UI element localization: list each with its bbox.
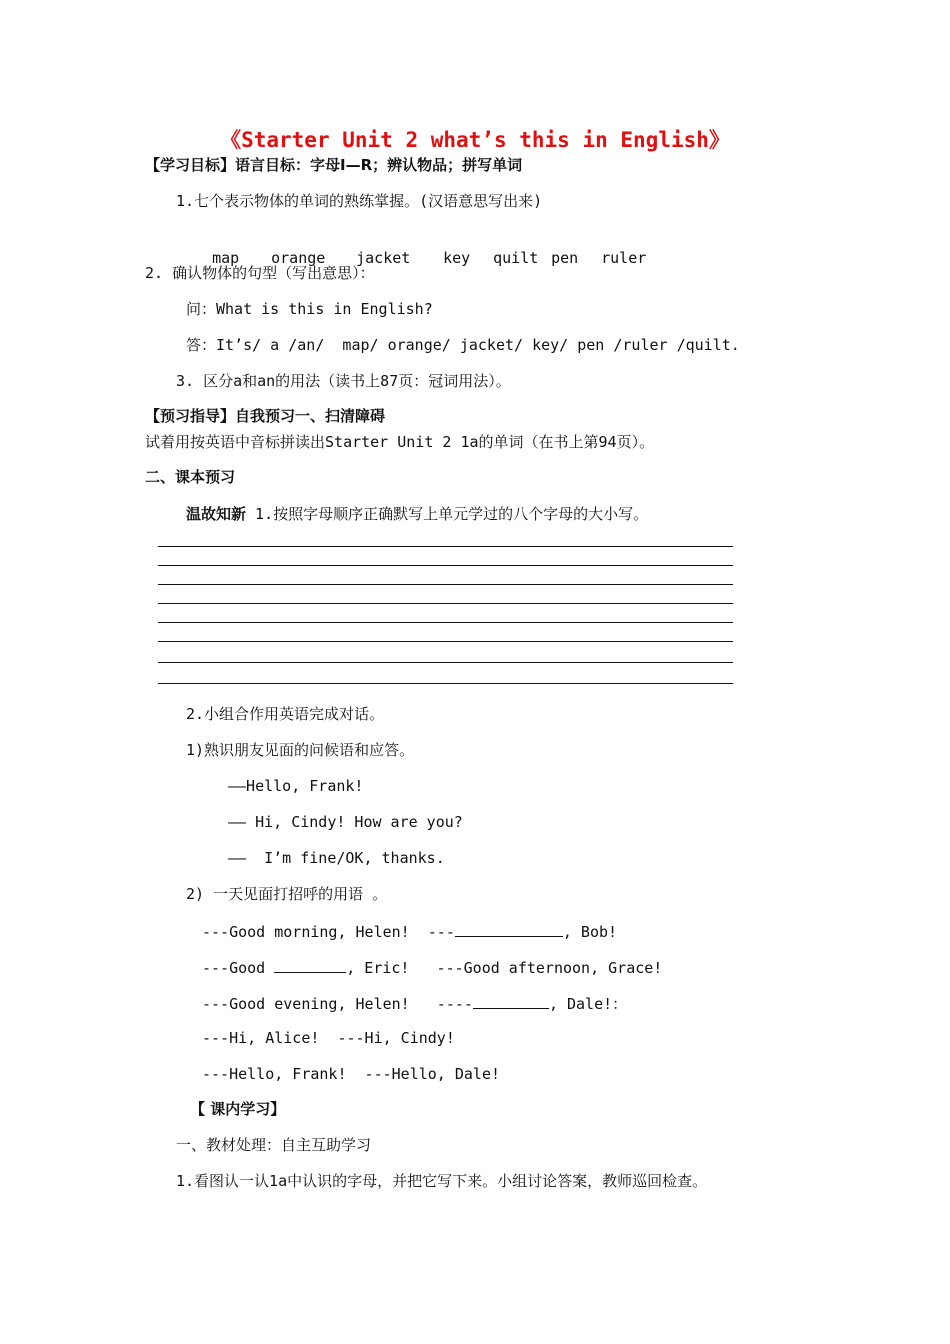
greeting-line [202,956,662,978]
subtask-2: 2) 一天见面打招呼的用语 。 [186,885,388,903]
dialog-line: ——Hello, Frank! [228,777,364,795]
in-class-section-1: 一、教材处理：自主互助学习 [176,1136,372,1154]
greeting-text: , Bob! [562,923,618,941]
review-label: 温故知新 [186,505,247,523]
greeting-text: , Eric! ---Good afternoon, Grace! [346,959,663,977]
dialog-line: —— Hi, Cindy! How are you? [228,813,463,831]
writing-line[interactable] [158,603,733,604]
greeting-text: ---Good [202,959,275,977]
answer-blank[interactable] [455,920,563,937]
greeting-line: ---Hello, Frank! ---Hello, Dale! [202,1065,501,1083]
writing-line[interactable] [158,584,733,585]
review-task [186,504,648,524]
writing-line[interactable] [158,622,733,623]
vocab-word: jacket [356,249,411,267]
greeting-text: , Dale!： [548,995,628,1013]
greeting-text: ---Good morning, Helen! --- [202,923,455,941]
subtask-1: 1)熟识朋友见面的问候语和应答。 [186,741,415,759]
vocab-word: map [212,249,240,267]
greeting-line [202,992,627,1014]
dialog-line: —— I’m fine/OK, thanks. [228,849,445,867]
vocab-word: pen [551,249,579,267]
vocab-word: quilt [493,249,539,267]
writing-line[interactable] [158,641,733,642]
document-title: 《Starter Unit 2 what’s this in English》 [220,128,730,152]
in-class-heading: 【 课内学习】 [190,1100,286,1118]
goal-item-1: 1.七个表示物体的单词的熟练掌握。(汉语意思写出来) [176,192,543,210]
greeting-line [202,920,617,942]
in-class-item-1: 1.看图认一认1a中认识的字母，并把它写下来。小组讨论答案，教师巡回检查。 [176,1172,708,1190]
goal-item-2: 2. 确认物体的句型（写出意思）： [145,264,375,282]
textbook-preview-heading: 二、课本预习 [145,468,236,486]
learning-goals-heading: 【学习目标】语言目标：字母I—R；辨认物品；拼写单词 [145,156,523,174]
writing-line[interactable] [158,565,733,566]
vocab-word: key [443,249,471,267]
answer-blank[interactable] [473,992,549,1009]
preview-instruction: 试着用按英语中音标拼读出Starter Unit 2 1a的单词（在书上第94页）。 [145,433,655,451]
sentence-answer: 答：It’s/ a /an/ map/ orange/ jacket/ key/ pen /ruler /quilt. [186,336,740,354]
goal-item-3: 3. 区分a和an的用法（读书上87页：冠词用法）。 [176,372,511,390]
vocab-word: orange [271,249,326,267]
greeting-line: ---Hi, Alice! ---Hi, Cindy! [202,1029,455,1047]
vocab-word: ruler [601,249,647,267]
task-2: 2.小组合作用英语完成对话。 [186,705,385,723]
writing-line[interactable] [158,662,733,663]
greeting-text: ---Good evening, Helen! ---- [202,995,473,1013]
writing-line[interactable] [158,683,733,684]
review-task-text: 1.按照字母顺序正确默写上单元学过的八个字母的大小写。 [246,505,649,523]
writing-line[interactable] [158,546,733,547]
sentence-question: 问：What is this in English? [186,300,433,318]
answer-blank[interactable] [274,956,346,973]
preview-guide-heading: 【预习指导】自我预习一、扫清障碍 [145,407,386,425]
